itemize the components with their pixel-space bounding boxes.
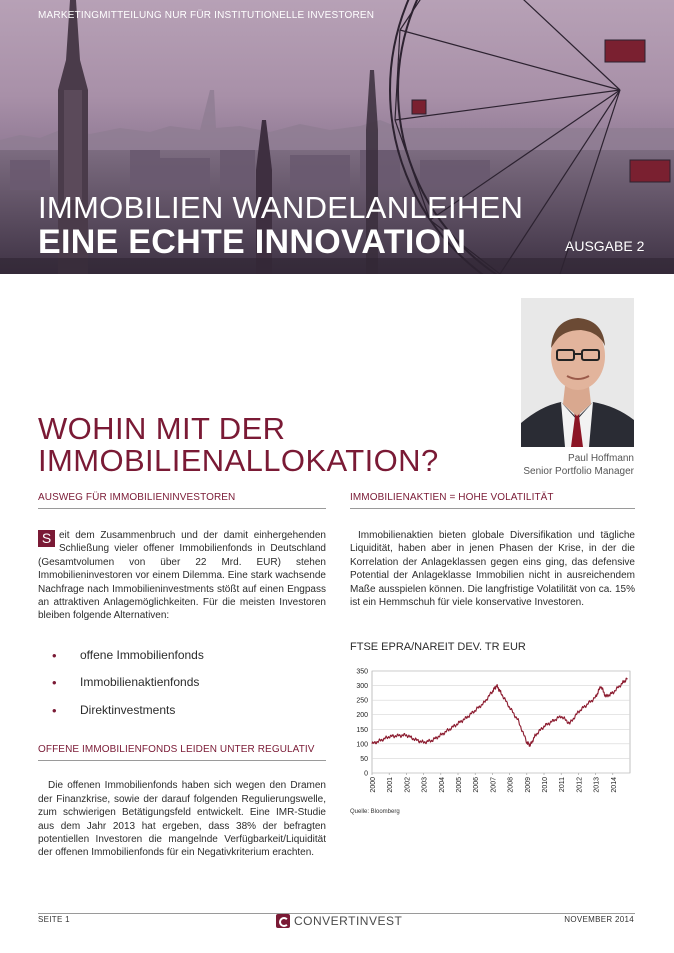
- alternatives-list: [38, 648, 326, 731]
- brand-name: CONVERTINVEST: [294, 914, 403, 928]
- portrait-photo: [521, 298, 634, 447]
- hero-banner: [0, 0, 674, 274]
- chart-y-tick-label: 50: [360, 755, 368, 763]
- list-item: [38, 675, 326, 703]
- chart-y-tick-label: 350: [356, 668, 368, 676]
- marketing-notice: MARKETINGMITTEILUNG NUR FÜR INSTITUTIONELLE INVESTOREN: [38, 10, 375, 21]
- headline-line2: IMMOBILIENALLOKATION?: [38, 443, 439, 478]
- chart-plot-area: [372, 671, 630, 773]
- chart-x-tick-label: 2008: [507, 777, 515, 793]
- chart-y-tick-label: 250: [356, 697, 368, 705]
- hero-title-line2: EINE ECHTE INNOVATION: [38, 223, 467, 261]
- author-name: Paul Hoffmann: [568, 453, 634, 464]
- chart-x-tick-label: 2002: [404, 777, 412, 793]
- list-item-label: Direktinvestments: [80, 702, 176, 717]
- chart-source: Quelle: Bloomberg: [350, 809, 400, 815]
- chart-x-tick-label: 2007: [490, 777, 498, 793]
- open-funds-paragraph: Die offenen Immobilienfonds haben sich wegen den Dramen der Finanzkrise, sowie der darauf folgenden Regulierungswelle, zum schwierigen Betätigungsfeld entwickelt. Eine IMR-Studie aus dem Jahr 2013 hat ergeben, dass 38% der befragten potentiellen Investoren die mangelnde Verfügbarkeit/Liquidität der offenen Immobilienfonds für ein Negativkriterium erachten.: [38, 780, 326, 859]
- chart-y-tick-label: 200: [356, 712, 368, 720]
- bullet-icon: •: [52, 675, 57, 691]
- list-item-label: offene Immobilienfonds: [80, 647, 204, 662]
- list-item: [38, 648, 326, 676]
- issue-number: AUSGABE 2: [565, 238, 645, 254]
- right-column: [350, 492, 635, 609]
- chart-y-tick-label: 300: [356, 683, 368, 691]
- bullet-icon: •: [52, 647, 57, 663]
- index-line-chart: [340, 663, 635, 808]
- drop-cap: S: [38, 530, 55, 547]
- intro-paragraph: [38, 529, 326, 623]
- left-column: [38, 492, 326, 860]
- author-role: Senior Portfolio Manager: [523, 466, 634, 477]
- chart-x-tick-label: 2006: [473, 777, 481, 793]
- chart-x-tick-label: 2004: [438, 777, 446, 793]
- brand-logo: [276, 914, 402, 928]
- chart-y-tick-label: 150: [356, 726, 368, 734]
- article-headline: [38, 413, 518, 477]
- section-heading-investors: AUSWEG FÜR IMMOBILIENINVESTOREN: [38, 492, 326, 509]
- chart-x-tick-label: 2014: [610, 777, 618, 793]
- chart-y-tick-label: 100: [356, 741, 368, 749]
- chart-x-tick-label: 2001: [387, 777, 395, 793]
- chart-x-tick-label: 2005: [456, 777, 463, 793]
- chart-title: FTSE EPRA/NAREIT DEV. TR EUR: [350, 641, 526, 653]
- hero-title-line1: IMMOBILIEN WANDELANLEIHEN: [38, 190, 524, 225]
- intro-text: eit dem Zusammenbruch und der damit einhergehenden Schließung vieler offener Immobilienfonds in Deutschland (Gesamtvolumen von über 22 Mrd. EUR) stehen Immobilieninvestoren vor einem Dilemma. Eine stark wachsende Nachfrage nach Immobilieninvestments stößt auf einen Engpass an attraktiven Anlagemöglichkeiten. Für die meisten Investoren bleiben folgende Alternativen:: [38, 530, 326, 622]
- author-portrait: [521, 298, 634, 447]
- chart-x-tick-label: 2000: [370, 777, 377, 793]
- list-item: [38, 703, 326, 731]
- chart-y-tick-label: 0: [364, 770, 368, 778]
- page-number: SEITE 1: [38, 915, 70, 924]
- publication-date: NOVEMBER 2014: [564, 915, 634, 924]
- chart-x-tick-label: 2009: [524, 777, 532, 793]
- list-item-label: Immobilienaktienfonds: [80, 675, 200, 690]
- convertinvest-logo-icon: [276, 914, 290, 928]
- section-heading-open-funds: OFFENE IMMOBILIENFONDS LEIDEN UNTER REGULATIV: [38, 744, 326, 761]
- chart-x-tick-label: 2003: [421, 777, 429, 793]
- chart-x-tick-label: 2011: [559, 777, 567, 793]
- chart-x-tick-label: 2010: [542, 777, 549, 793]
- volatility-paragraph: Immobilienaktien bieten globale Diversifikation und tägliche Liquidität, haben aber in jenen Phasen der Krise, in der die Korrelation der Anlageklassen gegen eins ging, das defensive Potential der Anlageklasse Immobilien nicht in ausreichendem Maße ausspielen können. Die langfristige Volatilität von ca. 15% ist ein Hemmschuh für viele konservative Investoren.: [350, 530, 635, 609]
- headline-line1: WOHIN MIT DER: [38, 411, 286, 446]
- section-heading-volatility: IMMOBILIENAKTIEN = HOHE VOLATILITÄT: [350, 492, 635, 509]
- bullet-icon: •: [52, 702, 57, 718]
- chart-x-tick-label: 2012: [576, 777, 584, 793]
- chart-x-tick-label: 2013: [593, 777, 601, 793]
